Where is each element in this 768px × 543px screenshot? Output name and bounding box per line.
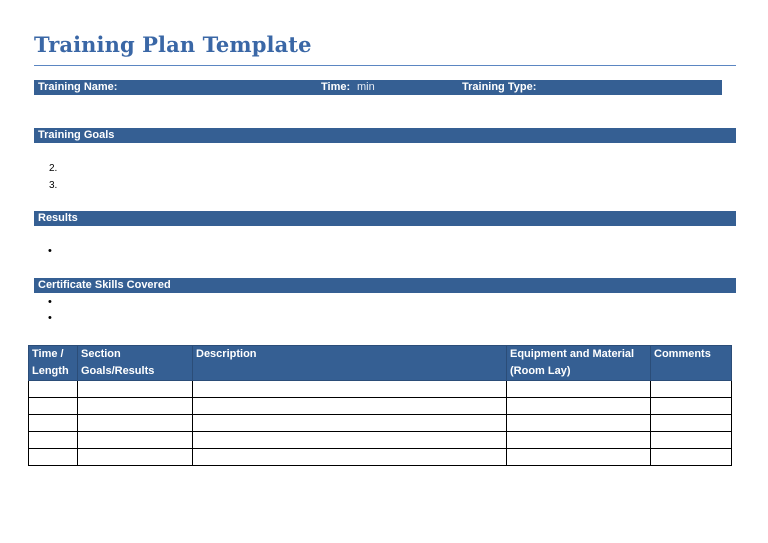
table-row: [29, 398, 732, 415]
training-goals-label: Training Goals: [38, 129, 115, 141]
column-header-time-length: Time / Length: [29, 346, 78, 381]
table-cell[interactable]: [78, 432, 193, 449]
time-unit: min: [357, 81, 375, 93]
certificate-skills-label: Certificate Skills Covered: [38, 279, 171, 291]
table-cell[interactable]: [507, 432, 651, 449]
table-cell[interactable]: [78, 415, 193, 432]
table-row: [29, 381, 732, 398]
document-title: Training Plan Template: [34, 32, 312, 57]
table-cell[interactable]: [193, 415, 507, 432]
training-type-label: Training Type:: [462, 81, 537, 93]
table-cell[interactable]: [193, 432, 507, 449]
table-cell[interactable]: [29, 398, 78, 415]
table-cell[interactable]: [651, 381, 732, 398]
certificate-skills-bullet: •: [48, 312, 52, 324]
training-plan-table: [28, 345, 732, 466]
table-row: [29, 449, 732, 466]
goal-item: 3.: [49, 180, 58, 191]
table-cell[interactable]: [507, 415, 651, 432]
results-heading: [34, 211, 736, 226]
table-cell[interactable]: [651, 432, 732, 449]
table-cell[interactable]: [29, 415, 78, 432]
title-divider: [34, 65, 736, 66]
training-goals-heading: [34, 128, 736, 143]
table-row: [29, 415, 732, 432]
table-cell[interactable]: [507, 381, 651, 398]
table-cell[interactable]: [193, 381, 507, 398]
column-header-description: Description: [193, 346, 507, 381]
table-cell[interactable]: [507, 398, 651, 415]
results-bullet: •: [48, 245, 52, 257]
time-label: Time:: [321, 81, 351, 93]
table-cell[interactable]: [78, 398, 193, 415]
certificate-skills-heading: [34, 278, 736, 293]
table-cell[interactable]: [29, 449, 78, 466]
column-header-equipment: Equipment and Material (Room Lay): [507, 346, 651, 381]
training-name-label: Training Name:: [38, 81, 118, 93]
training-info-bar: [34, 80, 722, 95]
column-header-comments: Comments: [651, 346, 732, 381]
results-label: Results: [38, 212, 78, 224]
table-cell[interactable]: [78, 449, 193, 466]
table-header-row: [29, 346, 732, 381]
table-cell[interactable]: [507, 449, 651, 466]
table-row: [29, 432, 732, 449]
table-cell[interactable]: [193, 398, 507, 415]
column-header-section-goals: Section Goals/Results: [78, 346, 193, 381]
table-cell[interactable]: [651, 415, 732, 432]
table-cell[interactable]: [651, 449, 732, 466]
table-cell[interactable]: [78, 381, 193, 398]
table-cell[interactable]: [29, 381, 78, 398]
table-cell[interactable]: [651, 398, 732, 415]
goal-item: 2.: [49, 163, 58, 174]
table-cell[interactable]: [29, 432, 78, 449]
certificate-skills-bullet: •: [48, 296, 52, 308]
table-cell[interactable]: [193, 449, 507, 466]
